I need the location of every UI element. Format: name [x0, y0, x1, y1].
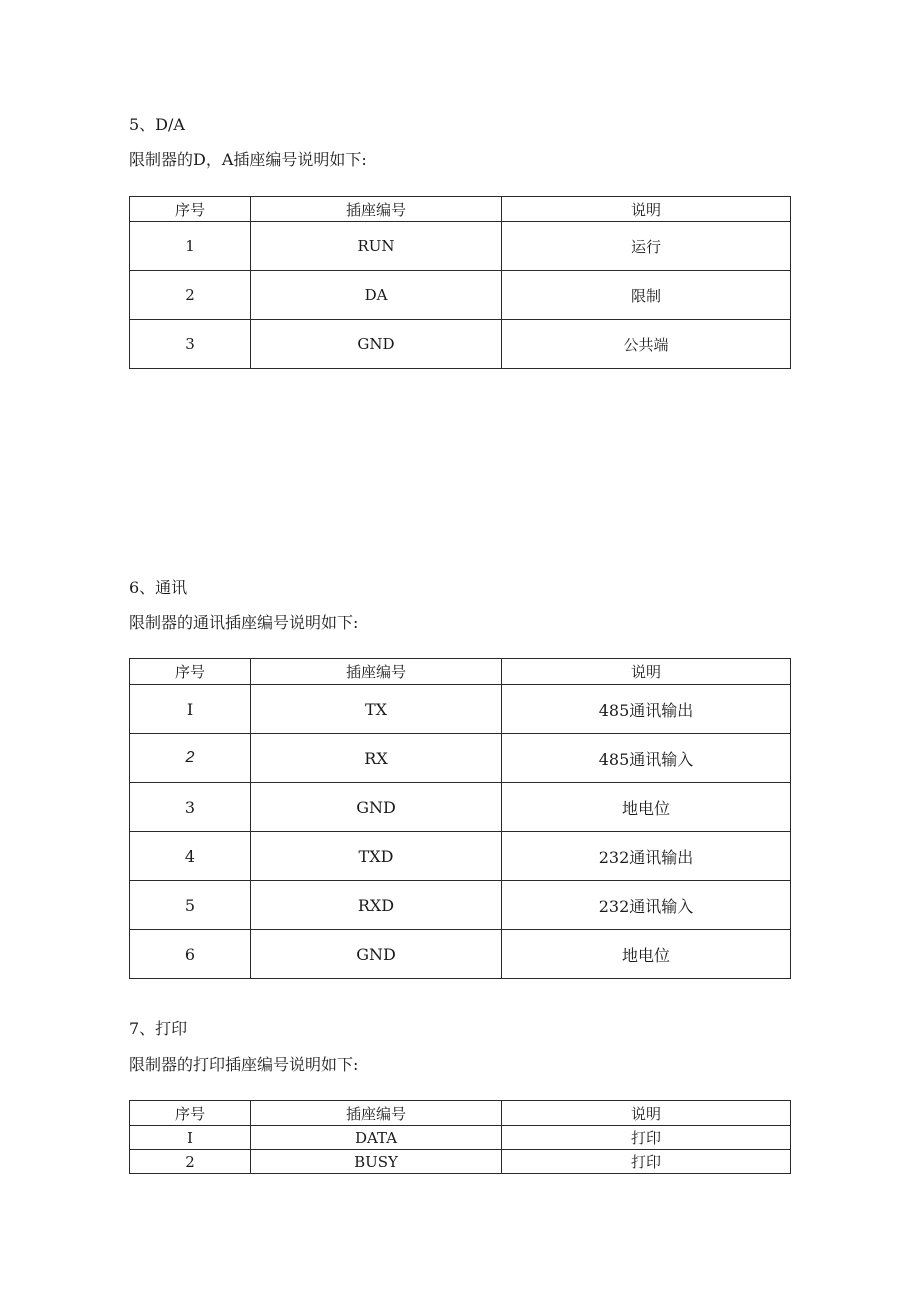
table-row [130, 1150, 791, 1174]
header-description: 说明 [502, 1101, 791, 1126]
cell-description: 485通讯输出 [502, 685, 791, 734]
section-heading-comm: 6、通讯 [129, 578, 188, 597]
cell-socket: GND [251, 320, 502, 369]
cell-socket: RXD [251, 881, 502, 930]
cell-index: 1 [130, 222, 251, 271]
header-index: 序号 [130, 197, 251, 222]
table-row [130, 320, 791, 369]
cell-socket: RX [251, 734, 502, 783]
cell-description: 限制 [502, 271, 791, 320]
cell-socket: DATA [251, 1126, 502, 1150]
cell-description: 232通讯输出 [502, 832, 791, 881]
cell-index: 3 [130, 783, 251, 832]
da-socket-table [129, 196, 791, 369]
table-header-row [130, 1101, 791, 1126]
header-description: 说明 [502, 197, 791, 222]
cell-index: 6 [130, 930, 251, 979]
cell-index: 2 [130, 271, 251, 320]
cell-description: 公共端 [502, 320, 791, 369]
comm-socket-table [129, 658, 791, 979]
cell-description: 地电位 [502, 783, 791, 832]
cell-index: I [130, 1126, 251, 1150]
table-row [130, 685, 791, 734]
section-heading-print: 7、打印 [129, 1019, 188, 1038]
table-row [130, 930, 791, 979]
table-row [130, 222, 791, 271]
header-socket: 插座编号 [251, 659, 502, 685]
cell-description: 打印 [502, 1126, 791, 1150]
section-intro-da: 限制器的D，A插座编号说明如下: [129, 150, 367, 169]
cell-description: 485通讯输入 [502, 734, 791, 783]
header-description: 说明 [502, 659, 791, 685]
table-row [130, 734, 791, 783]
cell-socket: DA [251, 271, 502, 320]
cell-socket: TXD [251, 832, 502, 881]
cell-index: I [130, 685, 251, 734]
cell-description: 运行 [502, 222, 791, 271]
cell-index: 4 [130, 832, 251, 881]
cell-socket: BUSY [251, 1150, 502, 1174]
cell-socket: RUN [251, 222, 502, 271]
cell-socket: TX [251, 685, 502, 734]
table-row [130, 881, 791, 930]
table-row [130, 832, 791, 881]
table-row [130, 1126, 791, 1150]
cell-socket: GND [251, 783, 502, 832]
cell-index: 3 [130, 320, 251, 369]
cell-description: 232通讯输入 [502, 881, 791, 930]
header-socket: 插座编号 [251, 197, 502, 222]
print-socket-table [129, 1100, 791, 1174]
header-index: 序号 [130, 1101, 251, 1126]
cell-description: 打印 [502, 1150, 791, 1174]
cell-index: 2 [130, 1150, 251, 1174]
header-index: 序号 [130, 659, 251, 685]
cell-index: 5 [130, 881, 251, 930]
table-row [130, 783, 791, 832]
cell-description: 地电位 [502, 930, 791, 979]
table-header-row [130, 659, 791, 685]
cell-socket: GND [251, 930, 502, 979]
section-intro-print: 限制器的打印插座编号说明如下: [129, 1055, 359, 1074]
cell-index: 2 [130, 734, 251, 783]
section-intro-comm: 限制器的通讯插座编号说明如下: [129, 613, 359, 632]
section-heading-da: 5、D/A [129, 115, 185, 134]
table-header-row [130, 197, 791, 222]
table-row [130, 271, 791, 320]
header-socket: 插座编号 [251, 1101, 502, 1126]
